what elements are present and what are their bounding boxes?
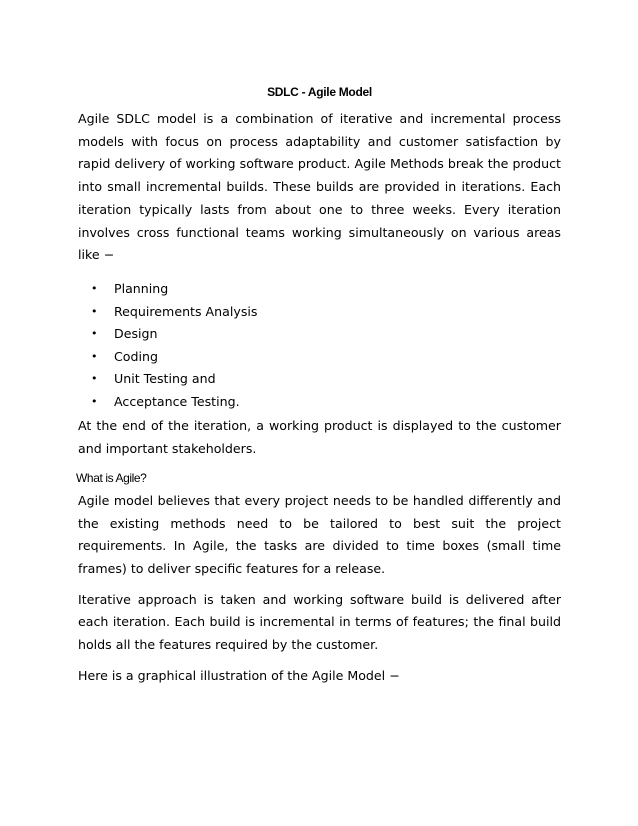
list-item-text: Acceptance Testing. (114, 393, 240, 409)
bullet-icon: • (91, 327, 98, 341)
list-item-text: Unit Testing and (114, 371, 216, 387)
list-item-text: Planning (114, 280, 169, 296)
list-item (78, 301, 561, 324)
list-item (78, 368, 561, 391)
list-item (78, 346, 561, 369)
after-iteration-paragraph: At the end of the iteration, a working product is displayed to the customer and important stakeholders. (78, 418, 561, 457)
bullet-icon: • (91, 349, 98, 363)
agile-paragraph-3: Here is a graphical illustration of the Agile Model − (78, 667, 400, 683)
section-heading: What is Agile? (76, 470, 147, 485)
list-item-text: Design (114, 326, 158, 342)
list-item (78, 391, 561, 414)
bullet-icon: • (91, 372, 98, 386)
intro-paragraph: Agile SDLC model is a combination of iterative and incremental process models with focus on process adaptability and customer satisfaction by rapid delivery of working software product. Agile Methods break the product into small incremental builds. These builds are provided in iterations. Each iteration typically lasts from about one to three weeks. Every iteration involves cross functional teams working simultaneously on various areas like − (78, 111, 561, 263)
bullet-icon: • (91, 304, 98, 318)
agile-paragraph-1: Agile model believes that every project needs to be handled differently and the existing methods need to be tailored to best suit the project requirements. In Agile, the tasks are divided to time boxes (small time frames) to deliver specific features for a release. (78, 492, 561, 576)
document-title: SDLC - Agile Model (267, 85, 372, 99)
list-item (78, 323, 561, 346)
list-item (78, 278, 561, 301)
bullet-icon: • (91, 281, 98, 295)
areas-list (78, 278, 561, 414)
bullet-icon: • (91, 394, 98, 408)
list-item-text: Coding (114, 348, 158, 364)
document-page (78, 84, 561, 688)
list-item-text: Requirements Analysis (114, 303, 258, 319)
agile-paragraph-2: Iterative approach is taken and working software build is delivered after each iteration. Each build is incremental in terms of features; the final build holds all the features required by the customer. (78, 591, 561, 653)
